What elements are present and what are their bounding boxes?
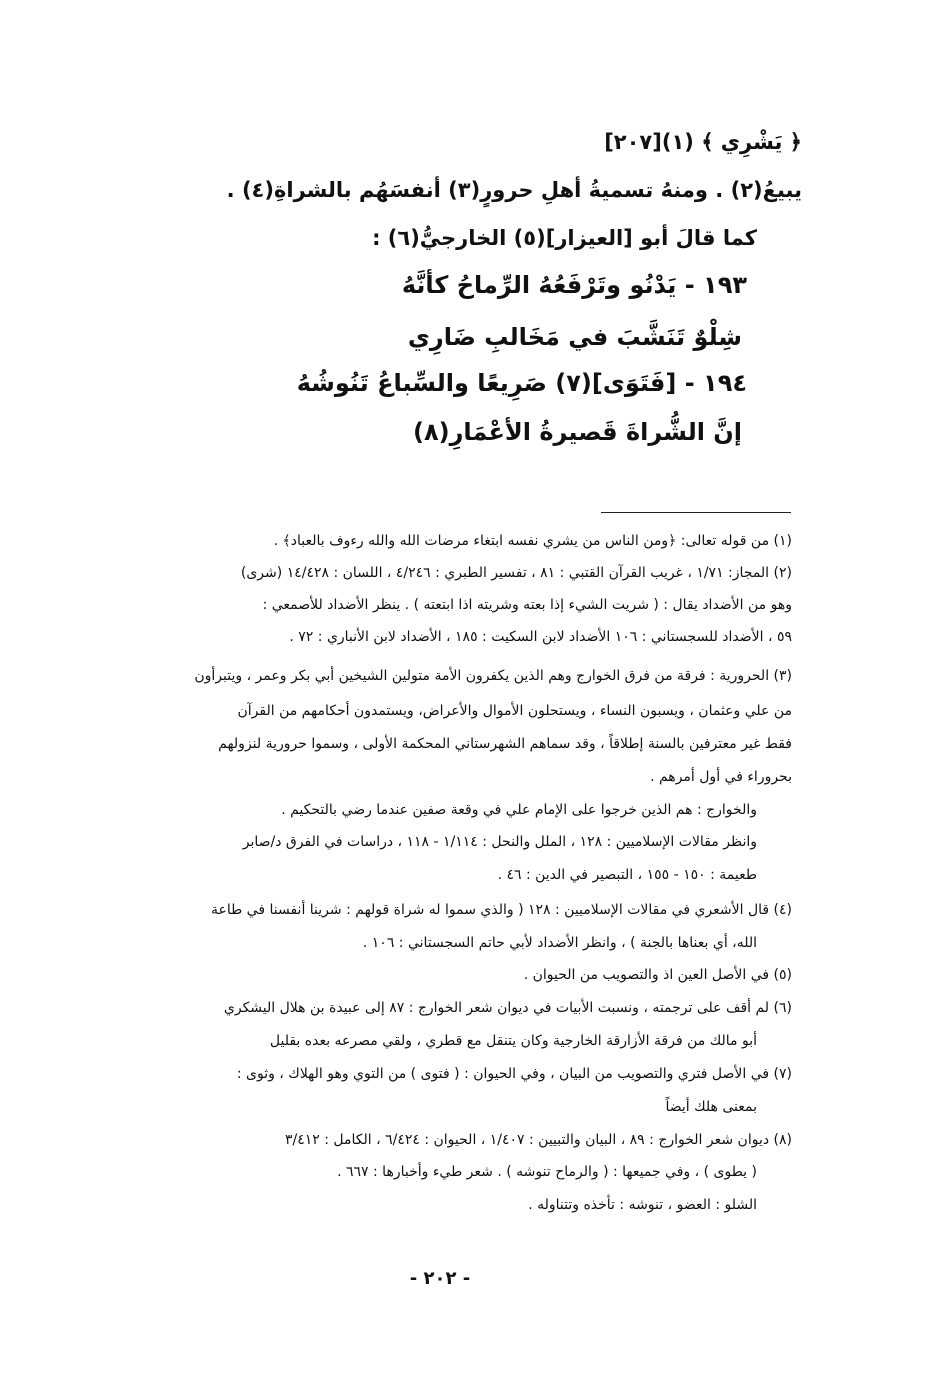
footnote-line: أبو مالك من فرقة الأزارقة الخارجية وكان يتنقل مع قطري ، ولقي مصرعه بعده بقليل [269,1033,757,1049]
footnote-line: (٢) المجاز: ١/٧١ ، غريب القرآن القتبي : ٨١ ، تفسير الطبري : ٤/٢٤٦ ، اللسان : ١٤/٤٢٨ (شرى) [240,565,792,581]
footnote-separator [601,512,791,513]
footnote-line: ٥٩ ، الأضداد للسجستاني : ١٠٦ الأضداد لابن السكيت : ١٨٥ ، الأضداد لابن الأنباري : ٧٢ . [289,629,792,645]
footnote-line: (٤) قال الأشعري في مقالات الإسلاميين : ١٢٨ ( والذي سموا له شراة قولهم : شرينا أنفسنا في طاعة [210,902,792,918]
main-text-line: يبيعُ(٢) . ومنهُ تسميةُ أهلِ حرورٍ(٣) أنفسَهُم بالشراةِ(٤) . [226,178,802,202]
footnote-line: (٦) لم أقف على ترجمته ، ونسبت الأبيات في ديوان شعر الخوارج : ٨٧ إلى عبيدة بن هلال اليشكري [223,1000,792,1016]
poem-verse-second-hemistich: إنَّ الشُّراةَ قَصيرةُ الأعْمَارِ(٨) [412,418,742,446]
footnote-line: بحروراء في أول أمرهم . [650,769,792,785]
footnote-line: الله، أي بعناها بالجنة ) ، وانظر الأضداد لأبي حاتم السجستاني : ١٠٦ . [362,935,757,951]
footnote-line: الشلو : العضو ، تنوشه : تأخذه وتتناوله . [528,1197,757,1213]
footnote-line: ( يطوى ) ، وفي جميعها : ( والرماح تنوشه ) . شعر طيء وأخبارها : ٦٦٧ . [337,1164,757,1180]
page-number: - ٢٠٢ - [409,1268,471,1289]
footnote-line: من علي وعثمان ، ويسبون النساء ، ويستحلون الأموال والأعراض، ويستمدون أحكامهم من القرآن [237,703,792,719]
poem-verse-second-hemistich: شِلْوٌ تَنَشَّبَ في مَخَالبِ ضَارِي [407,323,742,351]
verse-heading: ﴿ يَشْرِي ﴾ (١)[٢٠٧] [604,130,802,154]
poem-verse-first-hemistich: ١٩٤ - [فَتَوَى](٧) صَرِيعًا والسِّباعُ تَنُوشُهُ [296,369,747,397]
footnote-line: وهو من الأضداد يقال : ( شريت الشيء إذا بعته وشريته اذا ابتعته ) . ينظر الأضداد للأصمعي : [262,597,792,613]
footnote-line: (١) من قوله تعالى: ﴿ومن الناس من يشري نفسه ابتغاء مرضات الله والله رءوف بالعباد﴾ . [273,533,792,549]
footnote-line: طعيمة : ١٥٠ - ١٥٥ ، التبصير في الدين : ٤٦ . [497,867,757,883]
footnote-line: (٧) في الأصل فتري والتصويب من البيان ، وفي الحيوان : ( فتوى ) من التوي وهو الهلاك ، وثوى : [236,1066,792,1082]
footnote-line: والخوارج : هم الذين خرجوا على الإمام علي في وقعة صفين عندما رضي بالتحكيم . [281,802,757,818]
footnote-line: (٥) في الأصل العين اذ والتصويب من الحيوان . [523,967,792,983]
footnote-line: وانظر مقالات الإسلاميين : ١٢٨ ، الملل والنحل : ١/١١٤ - ١١٨ ، دراسات في الفرق د/صابر [242,834,757,850]
footnote-line: بمعنى هلك أيضاً [665,1099,757,1115]
footnote-line: (٣) الحرورية : فرقة من فرق الخوارج وهم الذين يكفرون الأمة متولين الشيخين أبي بكر وعمر ، ويتبرأون [194,668,792,684]
footnote-line: فقط غير معترفين بالسنة إطلاقاً ، وقد سماهم الشهرستاني المحكمة الأولى ، وسموا حرورية لنزولهم [218,736,792,752]
main-text-line: كما قالَ أبو [العيزار](٥) الخارجيُّ(٦) : [372,226,757,250]
poem-verse-first-hemistich: ١٩٣ - يَدْنُو وتَرْفَعُهُ الرِّماحُ كأنَّهُ [401,271,747,299]
footnote-line: (٨) ديوان شعر الخوارج : ٨٩ ، البيان والتبيين : ١/٤٠٧ ، الحيوان : ٦/٤٢٤ ، الكامل : ٣/٤١٢ [285,1132,792,1148]
